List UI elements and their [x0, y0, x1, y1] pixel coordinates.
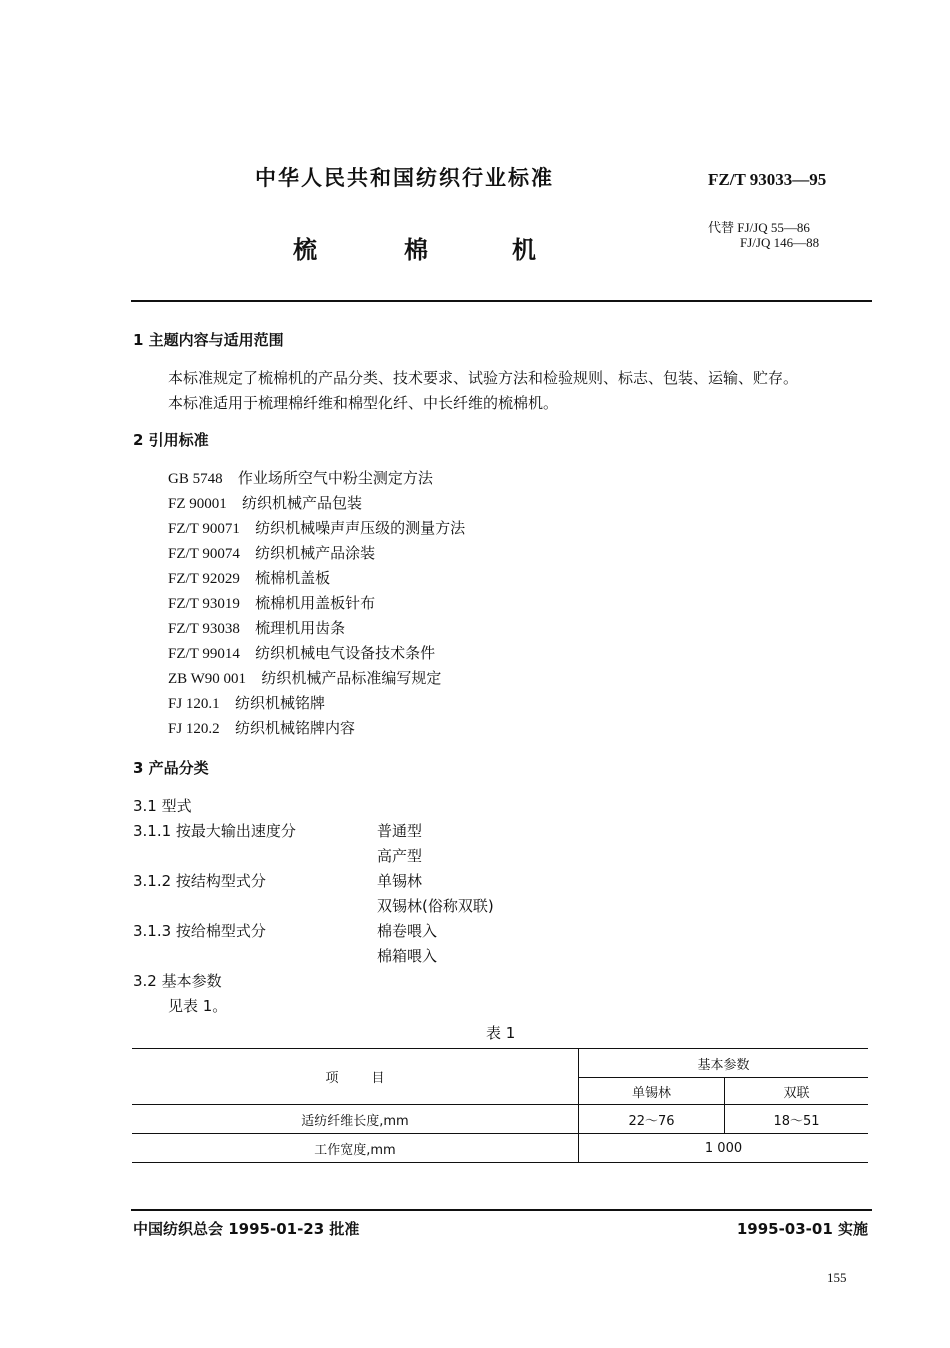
reference-code: FZ/T 99014 [168, 646, 240, 662]
reference-code: FJ 120.1 [168, 696, 220, 712]
reference-item [168, 517, 465, 538]
reference-code: FZ 90001 [168, 496, 227, 512]
reference-item [168, 692, 325, 713]
reference-title: 纺织机械铭牌 [234, 694, 325, 712]
parameters-table [132, 1048, 868, 1163]
page-number: 155 [827, 1270, 847, 1285]
reference-title: 纺织机械产品包装 [242, 494, 363, 512]
reference-item [168, 492, 362, 513]
org-title: 中华人民共和国纺织行业标准 [255, 166, 554, 190]
clause-3-1-3-value-2: 棉箱喂入 [377, 947, 438, 965]
footer-rule [131, 1209, 872, 1211]
reference-title: 作业场所空气中粉尘测定方法 [237, 469, 433, 487]
clause-3-1-2-label: 3.1.2 按结构型式分 [133, 872, 266, 890]
doc-title-char-2: 棉 [404, 236, 428, 264]
doc-title-char-3: 机 [512, 236, 536, 264]
effective-date: 1995-03-01 实施 [736, 1220, 868, 1238]
clause-3-1-1-label: 3.1.1 按最大输出速度分 [133, 822, 296, 840]
reference-title: 纺织机械产品标准编写规定 [261, 669, 442, 687]
reference-title: 纺织机械产品涂装 [255, 544, 376, 562]
header-rule [131, 300, 872, 302]
table-subheader-double: 双联 [725, 1078, 869, 1105]
reference-title: 梳棉机盖板 [255, 569, 331, 587]
clause-3-1-3-value-1: 棉卷喂入 [377, 922, 438, 940]
reference-code: FZ/T 92029 [168, 571, 240, 587]
section-1-para-1: 本标准规定了梳棉机的产品分类、技术要求、试验方法和检验规则、标志、包装、运输、贮存。 [168, 369, 799, 387]
reference-title: 梳棉机用盖板针布 [255, 594, 376, 612]
standard-code: FZ/T 93033—95 [708, 170, 827, 189]
replaces-label: 代替 [708, 220, 735, 235]
reference-code: ZB W90 001 [168, 671, 247, 687]
reference-code: FJ 120.2 [168, 721, 220, 737]
reference-title: 纺织机械铭牌内容 [234, 719, 355, 737]
clause-3-1-1-value-2: 高产型 [377, 847, 423, 865]
reference-code: FZ/T 93019 [168, 596, 240, 612]
replaces-code-2: FJ/JQ 146—88 [740, 235, 820, 250]
table-subheader-single: 单锡林 [579, 1078, 725, 1105]
table-cell-item: 工作宽度,mm [132, 1134, 579, 1163]
table-header-params: 基本参数 [579, 1049, 869, 1078]
section-1-heading: 1 主题内容与适用范围 [133, 331, 284, 349]
section-1-para-2: 本标准适用于梳理棉纤维和棉型化纤、中长纤维的梳棉机。 [168, 394, 559, 412]
table-cell-single: 22～76 [579, 1105, 725, 1134]
reference-item [168, 642, 435, 663]
reference-code: FZ/T 90074 [168, 546, 240, 562]
section-2-heading: 2 引用标准 [133, 431, 209, 449]
table-caption: 表 1 [486, 1024, 516, 1042]
table-row [132, 1105, 868, 1134]
replaces-code-1: FJ/JQ 55—86 [737, 220, 810, 235]
reference-item [168, 567, 330, 588]
table-cell-double: 18～51 [725, 1105, 869, 1134]
reference-title: 梳理机用齿条 [255, 619, 346, 637]
clause-3-1-2-value-1: 单锡林 [377, 872, 423, 890]
approval-date: 中国纺织总会 1995-01-23 批准 [133, 1220, 360, 1238]
doc-title-char-1: 梳 [293, 236, 317, 264]
table-cell-merged: 1 000 [579, 1134, 869, 1163]
table-cell-item: 适纺纤维长度,mm [132, 1105, 579, 1134]
reference-item [168, 467, 433, 488]
clause-3-1-3-label: 3.1.3 按给棉型式分 [133, 922, 266, 940]
reference-code: FZ/T 90071 [168, 521, 240, 537]
reference-item [168, 717, 355, 738]
clause-3-1-1-value-1: 普通型 [377, 822, 423, 840]
clause-3-1: 3.1 型式 [133, 797, 192, 815]
table-row [132, 1134, 868, 1163]
reference-title: 纺织机械电气设备技术条件 [255, 644, 436, 662]
replaces-block [708, 220, 810, 235]
reference-code: FZ/T 93038 [168, 621, 240, 637]
section-3-heading: 3 产品分类 [133, 759, 209, 777]
reference-item [168, 617, 345, 638]
reference-code: GB 5748 [168, 471, 223, 487]
reference-item [168, 667, 441, 688]
see-table-note: 见表 1。 [168, 997, 228, 1015]
reference-item [168, 542, 375, 563]
clause-3-1-2-value-2: 双锡林(俗称双联) [377, 897, 494, 915]
reference-title: 纺织机械噪声声压级的测量方法 [255, 519, 466, 537]
clause-3-2: 3.2 基本参数 [133, 972, 222, 990]
reference-item [168, 592, 375, 613]
table-header-item: 项 目 [132, 1049, 579, 1105]
